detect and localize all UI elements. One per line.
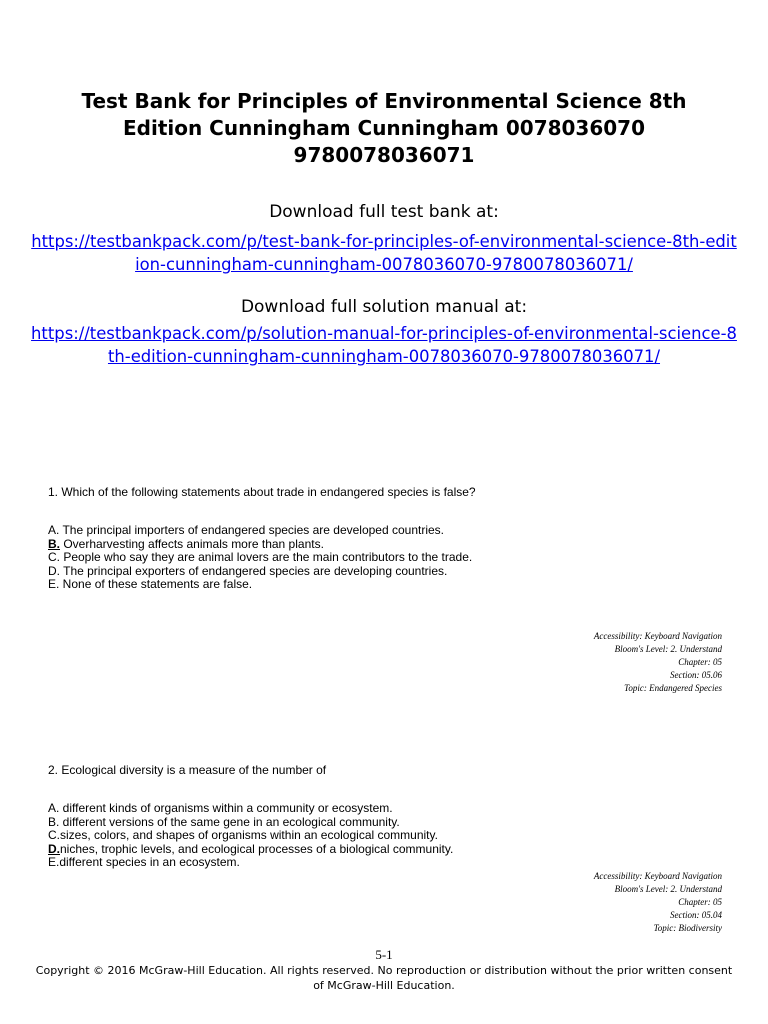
option-letter: A.: [48, 801, 60, 815]
question-2-stem: 2. Ecological diversity is a measure of the number of: [48, 763, 327, 777]
question-1-metadata: [594, 630, 722, 695]
option-text: The principal importers of endangered species are developed countries.: [59, 523, 445, 537]
option-letter: E.: [48, 577, 60, 592]
option-a: [48, 802, 453, 816]
option-text: None of these statements are false.: [59, 577, 253, 592]
option-text: niches, trophic levels, and ecological processes of a biological community.: [60, 841, 454, 856]
meta-section: Section: 05.04: [670, 910, 722, 920]
option-letter: C.: [48, 550, 60, 565]
option-b: [48, 538, 472, 552]
option-letter: A.: [48, 523, 60, 537]
test-bank-download-label: Download full test bank at:: [269, 202, 499, 222]
option-d: [48, 565, 472, 579]
test-bank-download-link[interactable]: https://testbankpack.com/p/test-bank-for-principles-of-environmental-science-8th-edition-cunningham-cunningham-0078036070-9780078036071/: [31, 232, 737, 274]
option-c: [48, 551, 472, 565]
option-text: different species in an ecosystem.: [59, 855, 240, 870]
option-text: different kinds of organisms within a community or ecosystem.: [59, 801, 393, 815]
meta-chapter: Chapter: 05: [678, 657, 722, 667]
option-b: [48, 816, 453, 830]
solution-manual-download-label: Download full solution manual at:: [240, 297, 528, 317]
question-1-stem: 1. Which of the following statements about trade in endangered species is false?: [48, 485, 476, 499]
solution-manual-download-link[interactable]: https://testbankpack.com/p/solution-manual-for-principles-of-environmental-science-8th-edition-cunningham-cunningham-0078036070-9780078036071/: [31, 324, 737, 366]
meta-blooms-level: Bloom's Level: 2. Understand: [614, 884, 722, 894]
option-text: The principal exporters of endangered species are developing countries.: [60, 563, 448, 578]
option-text: People who say they are animal lovers are the main contributors to the trade.: [60, 550, 473, 565]
option-a: [48, 524, 472, 538]
meta-topic: Topic: Biodiversity: [653, 923, 722, 933]
page-number: 5-1: [375, 947, 393, 962]
option-text: different versions of the same gene in an ecological community.: [59, 814, 400, 829]
option-letter-correct: B.: [48, 536, 60, 551]
meta-chapter: Chapter: 05: [678, 897, 722, 907]
copyright-notice: Copyright © 2016 McGraw-Hill Education. All rights reserved. No reproduction or distribution without the prior written consent of McGraw-Hill Education.: [35, 964, 733, 992]
question-2-options: [48, 802, 453, 870]
meta-blooms-level: Bloom's Level: 2. Understand: [614, 644, 722, 654]
meta-topic: Topic: Endangered Species: [624, 683, 722, 693]
option-e: [48, 856, 453, 870]
option-d: [48, 843, 453, 857]
page-title: Test Bank for Principles of Environmental Science 8th Edition Cunningham Cunningham 0078036070 9780078036071: [81, 89, 687, 167]
option-letter: B.: [48, 814, 60, 829]
option-e: [48, 578, 472, 592]
option-letter: C.: [48, 828, 60, 843]
meta-accessibility: Accessibility: Keyboard Navigation: [593, 631, 722, 641]
option-letter: D.: [48, 563, 60, 578]
option-c: [48, 829, 453, 843]
option-text: sizes, colors, and shapes of organisms within an ecological community.: [60, 828, 438, 843]
option-text: Overharvesting affects animals more than plants.: [60, 536, 324, 551]
question-1-options: [48, 524, 472, 592]
meta-accessibility: Accessibility: Keyboard Navigation: [593, 871, 722, 881]
option-letter: E.: [48, 855, 60, 870]
meta-section: Section: 05.06: [670, 670, 722, 680]
option-letter-correct: D.: [48, 841, 60, 856]
question-2-metadata: [594, 870, 722, 935]
